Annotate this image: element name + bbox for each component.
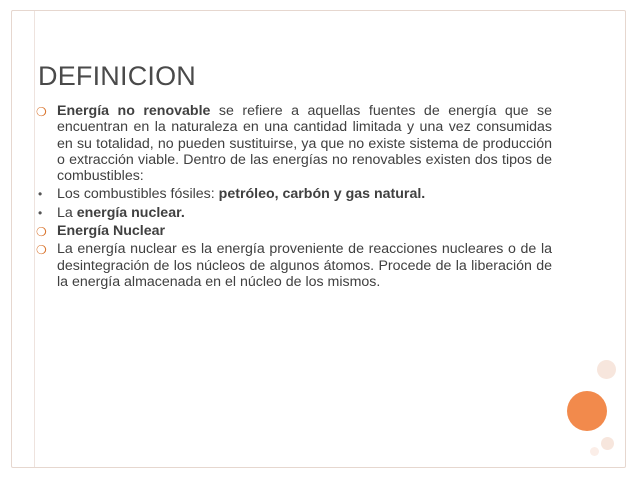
item-text: Los combustibles fósiles: <box>57 186 219 203</box>
item-bold-text: energía nuclear. <box>76 204 185 221</box>
ring-bullet-icon: ❍ <box>36 105 47 119</box>
list-item-combustibles-fosiles <box>36 186 552 202</box>
item-bold-text: Energía no renovable <box>57 103 211 119</box>
item-text: La <box>57 204 77 221</box>
list-item-energia-nuclear-heading <box>36 223 552 239</box>
decor-circle-tiny <box>590 447 599 456</box>
frame-divider <box>34 11 35 467</box>
item-text: La energía nuclear es la energía proveniente de reacciones nucleares o de la desintegración de los núcleos de algunos átomos. Procede de la liberación de la energía almacenada en el núcleo de los mismos. <box>57 241 552 290</box>
decor-circle-small <box>597 360 616 379</box>
item-bold-text: Energía Nuclear <box>57 223 166 240</box>
item-text: se refiere a aquellas fuentes de energía que se encuentran en la naturaleza en una cantidad limitada y una vez consumidas en su totalidad, no pueden sustituirse, ya que no existe sistema de producción o extracción viable. Dentro de las energías no renovables existen dos tipos de combustibles: <box>57 103 553 185</box>
decor-circle-orange <box>567 391 607 431</box>
dot-bullet-icon: • <box>38 205 43 220</box>
ring-bullet-icon: ❍ <box>36 243 47 258</box>
list-item-energia-nuclear <box>36 205 552 221</box>
item-bold-text: petróleo, carbón y gas natural. <box>218 186 426 203</box>
decor-circle-small <box>601 437 614 450</box>
dot-bullet-icon: • <box>38 187 43 202</box>
slide-content <box>36 103 552 292</box>
ring-bullet-icon: ❍ <box>36 225 47 240</box>
slide-title: DEFINICION <box>38 61 197 91</box>
list-item-energia-no-renovable <box>36 103 552 184</box>
list-item-nuclear-definition <box>36 241 552 290</box>
